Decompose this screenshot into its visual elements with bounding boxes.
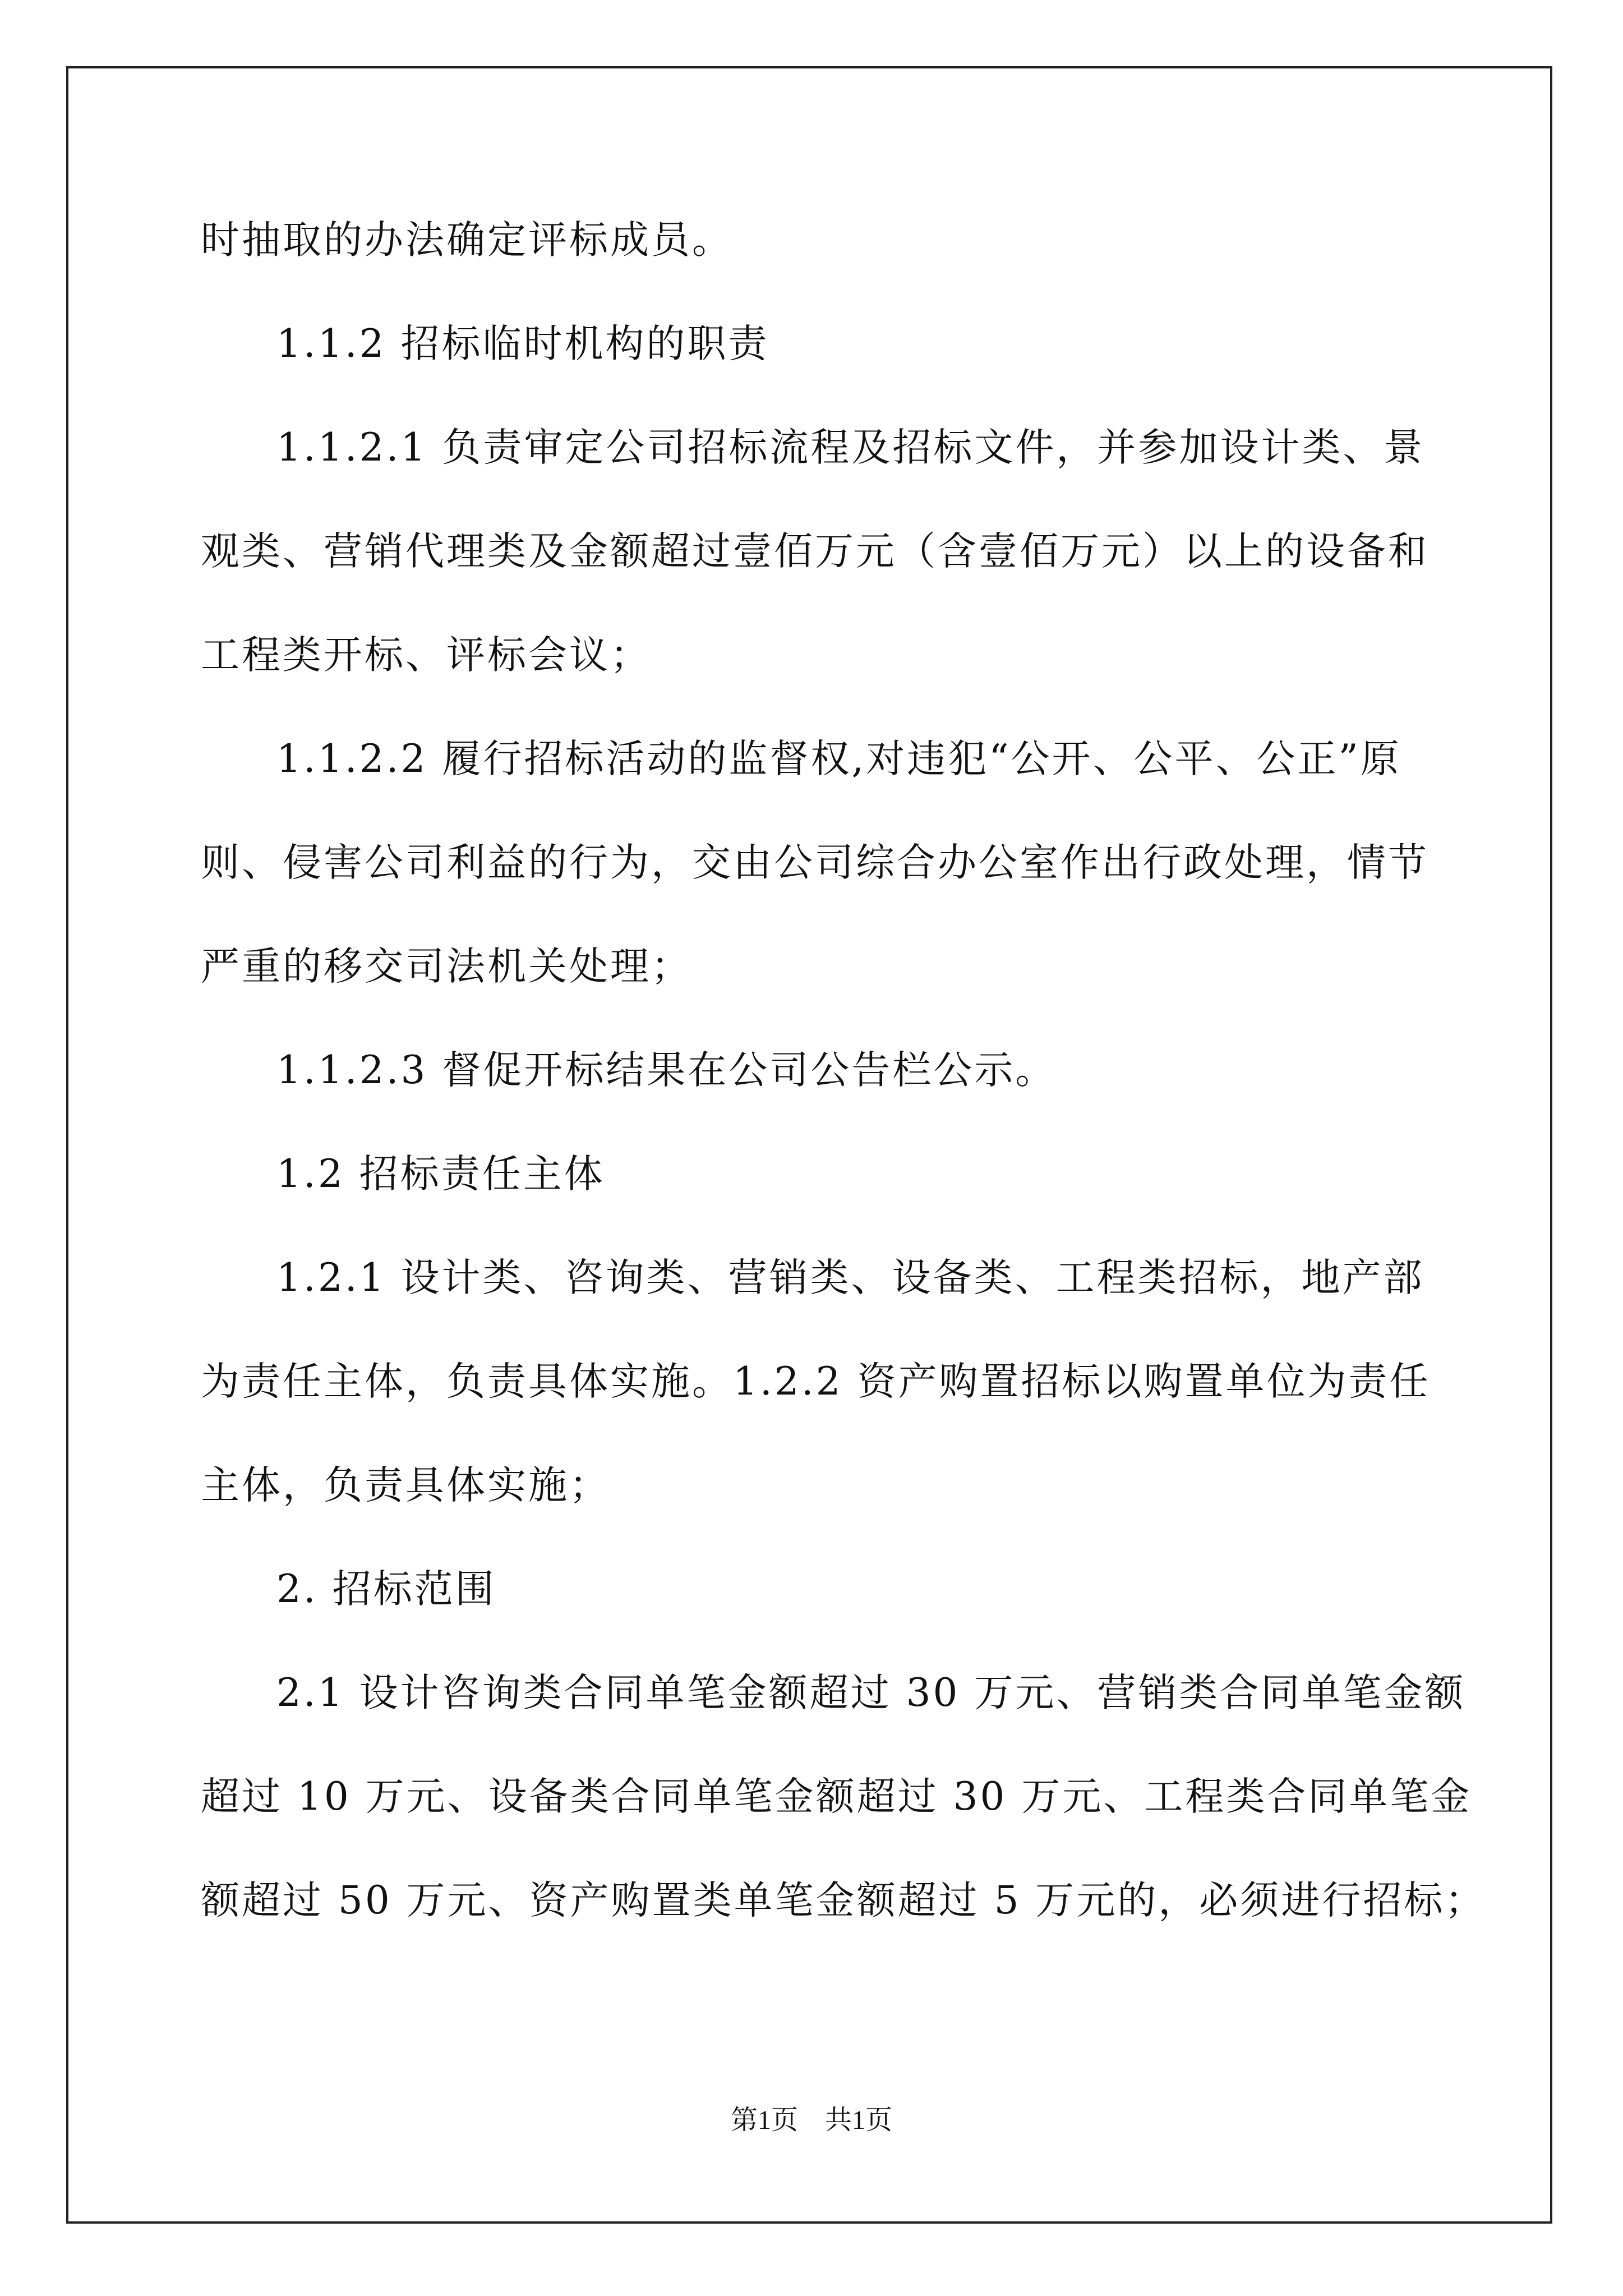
paragraph-line: 为责任主体，负责具体实施。1.2.2 资产购置招标以购置单位为责任 [201, 1359, 1431, 1404]
section-heading: 1.2 招标责任主体 [276, 1152, 605, 1197]
paragraph-line: 则、侵害公司利益的行为，交由公司综合办公室作出行政处理，情节 [201, 840, 1429, 885]
paragraph-line: 观类、营销代理类及金额超过壹佰万元（含壹佰万元）以上的设备和 [201, 529, 1429, 574]
paragraph-line: 额超过 50 万元、资产购置类单笔金额超过 5 万元的，必须进行招标； [201, 1878, 1486, 1923]
document-body [201, 213, 1486, 1977]
paragraph-line: 严重的移交司法机关处理； [201, 944, 692, 989]
section-heading: 1.1.2 招标临时机构的职责 [276, 321, 769, 366]
paragraph-line: 时抽取的办法确定评标成员。 [201, 218, 733, 263]
paragraph-line: 工程类开标、评标会议； [201, 633, 651, 678]
paragraph-line: 1.1.2.3 督促开标结果在公司公告栏公示。 [276, 1048, 1057, 1093]
paragraph-line: 1.1.2.2 履行招标活动的监督权,对违犯“公开、公平、公正”原 [276, 737, 1401, 781]
paragraph-line: 主体，负责具体实施； [201, 1463, 610, 1508]
paragraph-line: 1.2.1 设计类、咨询类、营销类、设备类、工程类招标，地产部 [276, 1255, 1424, 1300]
section-heading: 2. 招标范围 [276, 1567, 496, 1612]
paragraph-line: 1.1.2.1 负责审定公司招标流程及招标文件，并参加设计类、景 [276, 425, 1425, 470]
paragraph-line: 2.1 设计咨询类合同单笔金额超过 30 万元、营销类合同单笔金额 [276, 1671, 1466, 1715]
page-footer: 第1页 共1页 [730, 2105, 892, 2135]
paragraph-line: 超过 10 万元、设备类合同单笔金额超过 30 万元、工程类合同单笔金 [201, 1774, 1472, 1819]
